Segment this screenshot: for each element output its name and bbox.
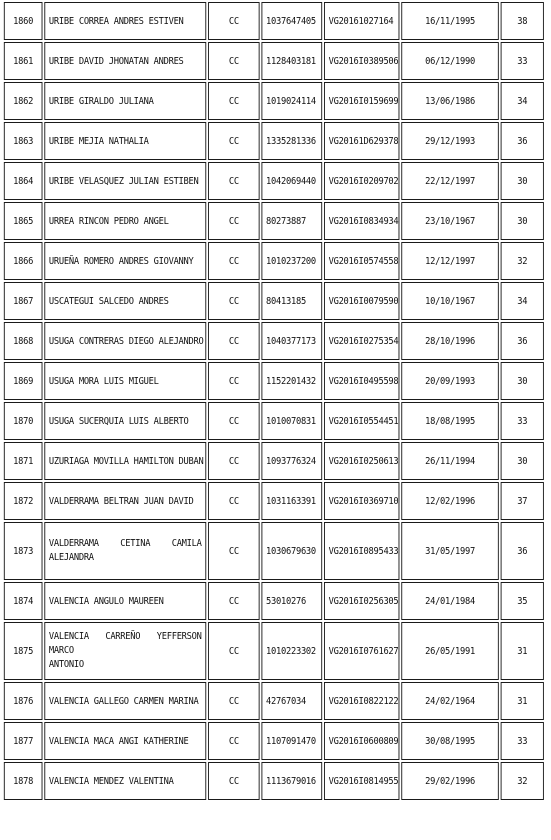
full-name-line-1: VALENCIA CARREÑO YEFFERSON MARCO	[48, 631, 202, 656]
full-name: USUGA SUCERQUIA LUIS ALBERTO	[44, 402, 206, 440]
id-type: CC	[208, 402, 260, 440]
record-code: VG2016I0761627	[324, 622, 399, 680]
table-row	[4, 42, 544, 80]
birth-date: 24/02/1964	[401, 682, 499, 720]
row-number: 1872	[4, 482, 43, 520]
id-type: CC	[208, 762, 260, 800]
full-name: VALENCIA MENDEZ VALENTINA	[44, 762, 206, 800]
row-number: 1867	[4, 282, 43, 320]
full-name	[44, 522, 206, 580]
table-row	[4, 322, 544, 360]
table-row	[4, 582, 544, 620]
age-value: 32	[501, 242, 544, 280]
table-row	[4, 242, 544, 280]
age-value: 33	[501, 402, 544, 440]
birth-date: 29/12/1993	[401, 122, 499, 160]
record-code: VG2016I0814955	[324, 762, 399, 800]
full-name: URUEÑA ROMERO ANDRES GIOVANNY	[44, 242, 206, 280]
age-value: 32	[501, 762, 544, 800]
age-value: 33	[501, 42, 544, 80]
table-row	[4, 402, 544, 440]
age-value: 36	[501, 522, 544, 580]
full-name: USCATEGUI SALCEDO ANDRES	[44, 282, 206, 320]
row-number: 1865	[4, 202, 43, 240]
row-number: 1873	[4, 522, 43, 580]
full-name-line-2: ANTONIO	[48, 659, 84, 670]
id-number: 1093776324	[261, 442, 322, 480]
record-code: VG2016I0822122	[324, 682, 399, 720]
row-number: 1860	[4, 2, 43, 40]
full-name: VALENCIA MACA ANGI KATHERINE	[44, 722, 206, 760]
id-type: CC	[208, 42, 260, 80]
id-type: CC	[208, 242, 260, 280]
age-value: 38	[501, 2, 544, 40]
id-type: CC	[208, 522, 260, 580]
birth-date: 24/01/1984	[401, 582, 499, 620]
id-type: CC	[208, 282, 260, 320]
age-value: 37	[501, 482, 544, 520]
row-number: 1875	[4, 622, 43, 680]
record-code: VG2016I0600809	[324, 722, 399, 760]
full-name: URIBE DAVID JHONATAN ANDRES	[44, 42, 206, 80]
row-number: 1874	[4, 582, 43, 620]
birth-date: 23/10/1967	[401, 202, 499, 240]
id-number: 80273887	[261, 202, 322, 240]
id-type: CC	[208, 582, 260, 620]
table-row	[4, 162, 544, 200]
id-type: CC	[208, 622, 260, 680]
birth-date: 13/06/1986	[401, 82, 499, 120]
full-name: URIBE GIRALDO JULIANA	[44, 82, 206, 120]
row-number: 1863	[4, 122, 43, 160]
row-number: 1868	[4, 322, 43, 360]
age-value: 31	[501, 682, 544, 720]
record-code: VG2016I0209702	[324, 162, 399, 200]
record-code: VG2016I0895433	[324, 522, 399, 580]
age-value: 30	[501, 362, 544, 400]
birth-date: 12/02/1996	[401, 482, 499, 520]
row-number: 1861	[4, 42, 43, 80]
id-number: 1010070831	[261, 402, 322, 440]
record-code: VG20161D629378	[324, 122, 399, 160]
id-type: CC	[208, 362, 260, 400]
id-type: CC	[208, 82, 260, 120]
age-value: 30	[501, 162, 544, 200]
row-number: 1870	[4, 402, 43, 440]
age-value: 36	[501, 322, 544, 360]
id-type: CC	[208, 2, 260, 40]
row-number: 1866	[4, 242, 43, 280]
age-value: 30	[501, 442, 544, 480]
table-row	[4, 522, 544, 580]
record-code: VG2016I0389506	[324, 42, 399, 80]
age-value: 33	[501, 722, 544, 760]
birth-date: 16/11/1995	[401, 2, 499, 40]
age-value: 36	[501, 122, 544, 160]
full-name-line-2: ALEJANDRA	[48, 552, 94, 563]
birth-date: 10/10/1967	[401, 282, 499, 320]
id-number: 1113679016	[261, 762, 322, 800]
id-number: 1030679630	[261, 522, 322, 580]
table-row	[4, 82, 544, 120]
birth-date: 18/08/1995	[401, 402, 499, 440]
full-name: URIBE CORREA ANDRES ESTIVEN	[44, 2, 206, 40]
table-row	[4, 622, 544, 680]
table-row	[4, 202, 544, 240]
table-row	[4, 762, 544, 800]
table-row	[4, 722, 544, 760]
id-type: CC	[208, 682, 260, 720]
birth-date: 12/12/1997	[401, 242, 499, 280]
age-value: 31	[501, 622, 544, 680]
birth-date: 22/12/1997	[401, 162, 499, 200]
id-number: 1042069440	[261, 162, 322, 200]
full-name: USUGA CONTRERAS DIEGO ALEJANDRO	[44, 322, 206, 360]
table-row	[4, 682, 544, 720]
row-number: 1878	[4, 762, 43, 800]
full-name: URIBE MEJIA NATHALIA	[44, 122, 206, 160]
full-name: USUGA MORA LUIS MIGUEL	[44, 362, 206, 400]
record-code: VG2016I0159699	[324, 82, 399, 120]
id-type: CC	[208, 202, 260, 240]
id-number: 1037647405	[261, 2, 322, 40]
full-name	[44, 622, 206, 680]
id-type: CC	[208, 482, 260, 520]
birth-date: 26/11/1994	[401, 442, 499, 480]
id-number: 1031163391	[261, 482, 322, 520]
full-name: VALENCIA GALLEGO CARMEN MARINA	[44, 682, 206, 720]
id-type: CC	[208, 722, 260, 760]
id-type: CC	[208, 162, 260, 200]
birth-date: 30/08/1995	[401, 722, 499, 760]
record-code: VG2016I0275354	[324, 322, 399, 360]
birth-date: 06/12/1990	[401, 42, 499, 80]
id-number: 80413185	[261, 282, 322, 320]
birth-date: 28/10/1996	[401, 322, 499, 360]
id-type: CC	[208, 442, 260, 480]
birth-date: 26/05/1991	[401, 622, 499, 680]
id-number: 53010276	[261, 582, 322, 620]
table-row	[4, 282, 544, 320]
id-number: 1335281336	[261, 122, 322, 160]
row-number: 1877	[4, 722, 43, 760]
id-number: 1019024114	[261, 82, 322, 120]
row-number: 1864	[4, 162, 43, 200]
row-number: 1871	[4, 442, 43, 480]
row-number: 1869	[4, 362, 43, 400]
table-row	[4, 442, 544, 480]
id-number: 1010223302	[261, 622, 322, 680]
full-name: VALENCIA ANGULO MAUREEN	[44, 582, 206, 620]
record-code: VG2016I0554451	[324, 402, 399, 440]
id-type: CC	[208, 122, 260, 160]
id-number: 1010237200	[261, 242, 322, 280]
age-value: 35	[501, 582, 544, 620]
row-number: 1876	[4, 682, 43, 720]
records-table	[2, 0, 546, 802]
table-row	[4, 122, 544, 160]
table-row	[4, 2, 544, 40]
birth-date: 29/02/1996	[401, 762, 499, 800]
full-name: UZURIAGA MOVILLA HAMILTON DUBAN	[44, 442, 206, 480]
birth-date: 20/09/1993	[401, 362, 499, 400]
id-number: 1107091470	[261, 722, 322, 760]
id-number: 42767034	[261, 682, 322, 720]
record-code: VG20161027164	[324, 2, 399, 40]
age-value: 34	[501, 82, 544, 120]
full-name: VALDERRAMA BELTRAN JUAN DAVID	[44, 482, 206, 520]
birth-date: 31/05/1997	[401, 522, 499, 580]
age-value: 34	[501, 282, 544, 320]
id-number: 1040377173	[261, 322, 322, 360]
record-code: VG2016I0369710	[324, 482, 399, 520]
full-name: URIBE VELASQUEZ JULIAN ESTIBEN	[44, 162, 206, 200]
record-code: VG2016I0079590	[324, 282, 399, 320]
full-name-line-1: VALDERRAMA CETINA CAMILA	[48, 538, 202, 549]
age-value: 30	[501, 202, 544, 240]
id-number: 1128403181	[261, 42, 322, 80]
id-type: CC	[208, 322, 260, 360]
table-row	[4, 362, 544, 400]
record-code: VG2016I0574558	[324, 242, 399, 280]
id-number: 1152201432	[261, 362, 322, 400]
record-code: VG2016I0256305	[324, 582, 399, 620]
record-code: VG2016I0495598	[324, 362, 399, 400]
row-number: 1862	[4, 82, 43, 120]
record-code: VG2016I0250613	[324, 442, 399, 480]
table-row	[4, 482, 544, 520]
record-code: VG2016I0834934	[324, 202, 399, 240]
full-name: URREA RINCON PEDRO ANGEL	[44, 202, 206, 240]
